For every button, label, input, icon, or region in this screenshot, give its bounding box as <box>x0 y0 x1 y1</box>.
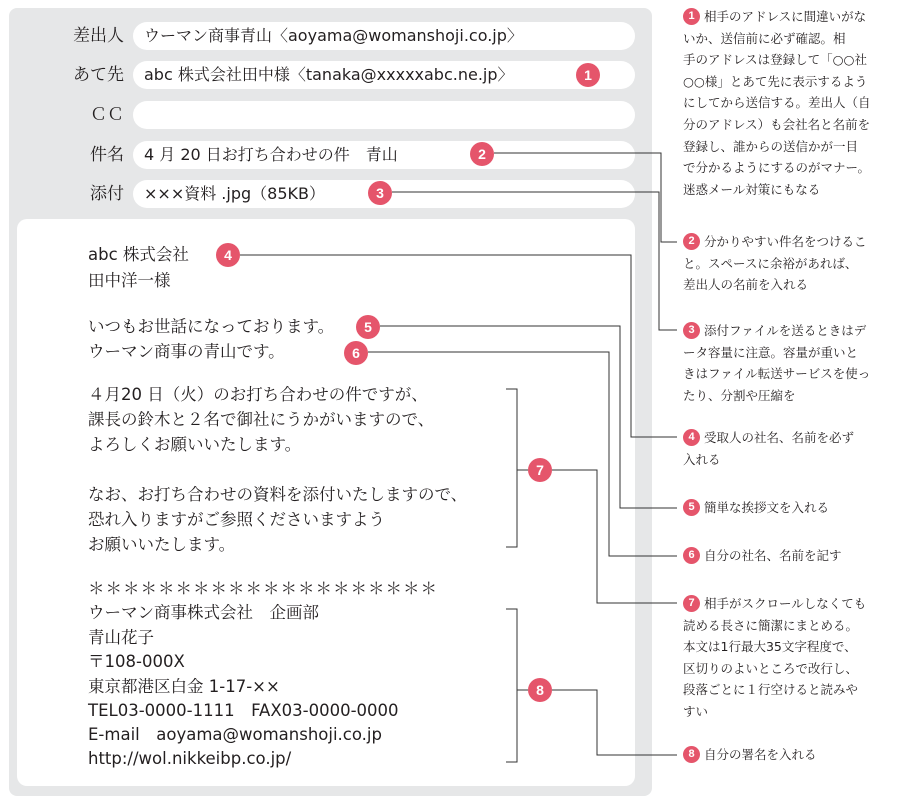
note-line: 迷惑メール対策にもなる <box>683 181 821 197</box>
attachment-label: 添付 <box>90 184 124 204</box>
body-line: ウーマン商事の青山です。 <box>88 342 285 361</box>
attachment-field[interactable]: ×××資料 .jpg（85KB） <box>133 180 635 208</box>
callout-badge-6: 6 <box>344 341 368 365</box>
body-line: ウーマン商事株式会社 企画部 <box>88 603 319 622</box>
note-badge-7: 7 <box>683 595 700 612</box>
note-8 <box>683 744 889 766</box>
body-line: 田中洋一様 <box>88 271 171 290</box>
to-label: あて先 <box>73 65 124 85</box>
note-line: と。スペースに余裕があれば、 <box>683 255 858 271</box>
body-line: 恐れ入りますがご参照くださいますよう <box>88 510 385 529</box>
note-line: で分かるようにするのがマナー。 <box>683 160 871 176</box>
body-line: よろしくお願いいたします。 <box>88 435 302 454</box>
note-3 <box>683 320 889 406</box>
note-line: 手のアドレスは登録して「○○社 <box>683 52 867 68</box>
note-line: 添付ファイルを送るときはデ <box>704 323 867 338</box>
cc-label: ＣＣ <box>90 105 124 125</box>
note-line: 相手がスクロールしなくても <box>704 596 867 611</box>
note-6 <box>683 545 889 567</box>
note-badge-1: 1 <box>683 8 700 25</box>
note-line: 差出人の名前を入れる <box>683 277 809 293</box>
note-4 <box>683 427 889 470</box>
note-line: 分かりやすい件名をつけるこ <box>704 234 867 249</box>
subject-field[interactable]: 4 月 20 日お打ち合わせの件 青山 <box>133 141 635 169</box>
note-line: 自分の署名を入れる <box>704 747 817 762</box>
callout-badge-1: 1 <box>576 63 600 87</box>
body-line: なお、お打ち合わせの資料を添付いたしますので、 <box>88 485 468 504</box>
note-line: ○○様」とあて先に表示するよう <box>683 73 868 89</box>
note-1 <box>683 6 889 200</box>
note-line: にしてから送信する。差出人（自 <box>683 95 871 111</box>
body-line: E-mail aoyama@womanshoji.co.jp <box>88 725 382 744</box>
note-line: きはファイル転送サービスを使っ <box>683 366 871 382</box>
note-line: 読める長さに簡潔にまとめる。 <box>683 617 859 633</box>
body-line: いつもお世話になっております。 <box>88 317 335 336</box>
to-field[interactable]: abc 株式会社田中様〈tanaka@xxxxxabc.ne.jp〉 <box>133 61 635 89</box>
note-line: 分のアドレス）も会社名と名前を <box>683 116 871 132</box>
note-2 <box>683 231 889 296</box>
body-line: TEL03-0000-1111 FAX03-0000-0000 <box>88 701 399 720</box>
callout-badge-4: 4 <box>216 243 240 267</box>
note-7 <box>683 593 889 723</box>
note-line: いか、送信前に必ず確認。相 <box>683 30 846 46</box>
note-badge-8: 8 <box>683 746 700 763</box>
note-line: 相手のアドレスに間違いがな <box>704 9 867 24</box>
note-line: 簡単な挨拶文を入れる <box>704 500 830 515</box>
body-line: 東京都港区白金 1-17-×× <box>88 677 280 696</box>
note-line: 本文は1行最大35文字程度で、 <box>683 639 857 655</box>
note-badge-5: 5 <box>683 499 700 516</box>
callout-badge-7: 7 <box>528 458 552 482</box>
body-line: ４月20 日（火）のお打ち合わせの件ですが、 <box>88 385 428 404</box>
note-badge-2: 2 <box>683 233 700 250</box>
note-line: 登録し、誰からの送信かが一目 <box>683 138 859 154</box>
note-line: たり、分割や圧縮を <box>683 387 796 403</box>
body-line: お願いいたします。 <box>88 535 236 554</box>
body-line: abc 株式会社 <box>88 245 189 264</box>
callout-badge-2: 2 <box>470 142 494 166</box>
body-line: ＊＊＊＊＊＊＊＊＊＊＊＊＊＊＊＊＊＊＊＊ <box>88 579 438 598</box>
note-line: 区切りのよいところで改行し、 <box>683 660 858 676</box>
note-line: 段落ごとに１行空けると読みや <box>683 682 859 698</box>
body-line: http://wol.nikkeibp.co.jp/ <box>88 749 292 768</box>
note-line: すい <box>683 703 709 719</box>
callout-badge-5: 5 <box>356 315 380 339</box>
note-5 <box>683 497 889 519</box>
body-line: 課長の鈴木と２名で御社にうかがいますので、 <box>88 410 435 429</box>
note-line: 受取人の社名、名前を必ず <box>704 430 855 445</box>
from-field[interactable]: ウーマン商事青山〈aoyama@womanshoji.co.jp〉 <box>133 22 635 50</box>
from-label: 差出人 <box>73 26 124 46</box>
note-badge-3: 3 <box>683 322 700 339</box>
note-line: ータ容量に注意。容量が重いと <box>683 344 859 360</box>
callout-badge-8: 8 <box>528 678 552 702</box>
note-line: 自分の社名、名前を記す <box>704 548 842 563</box>
note-line: 入れる <box>683 451 721 467</box>
body-line: 〒108-000X <box>88 652 185 671</box>
callout-badge-3: 3 <box>368 181 392 205</box>
subject-label: 件名 <box>90 145 124 165</box>
body-line: 青山花子 <box>88 628 154 647</box>
note-badge-6: 6 <box>683 547 700 564</box>
note-badge-4: 4 <box>683 429 700 446</box>
